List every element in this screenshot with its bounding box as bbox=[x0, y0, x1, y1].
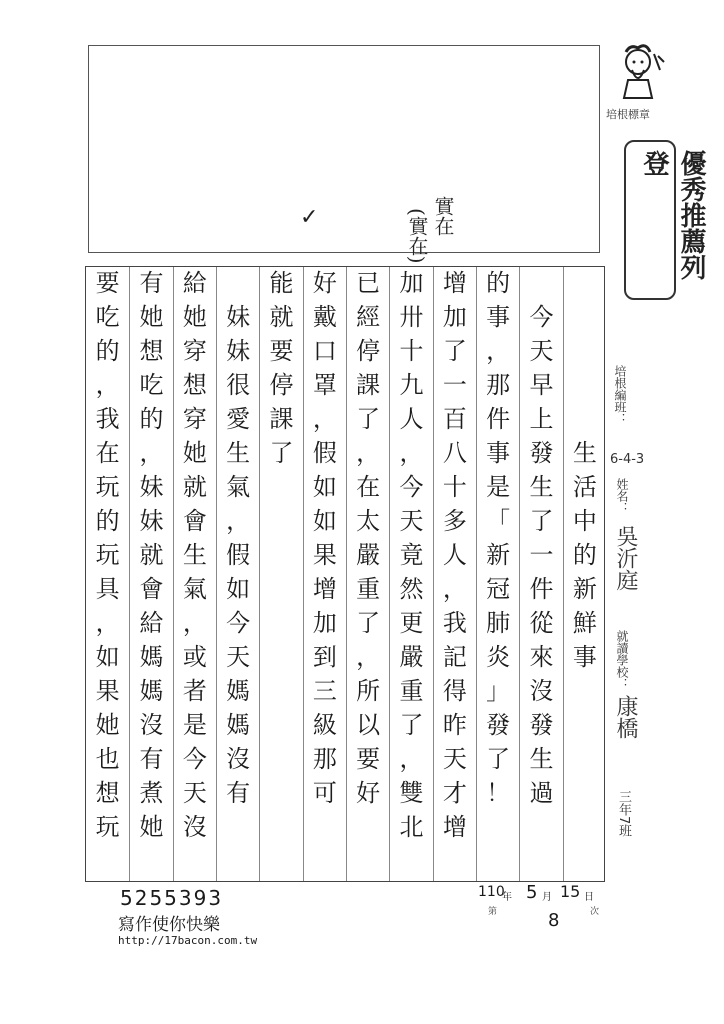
grid-character: 今 bbox=[529, 303, 554, 331]
grid-column bbox=[563, 267, 606, 881]
school-label: 就讀學校： bbox=[615, 630, 629, 690]
seq-unit: 次 bbox=[590, 907, 600, 917]
grid-character: ， bbox=[399, 745, 424, 773]
grid-character: 的 bbox=[572, 541, 597, 569]
grid-character: 活 bbox=[572, 473, 597, 501]
grid-column bbox=[519, 267, 562, 881]
grid-character: 「 bbox=[486, 507, 511, 535]
grid-character: 人 bbox=[442, 541, 467, 569]
grid-character: ， bbox=[399, 439, 424, 467]
grid-character: 炎 bbox=[486, 643, 511, 671]
grid-character: ， bbox=[226, 507, 251, 535]
grid-character: 的 bbox=[95, 337, 120, 365]
date-month: 5 bbox=[526, 882, 538, 903]
grid-character: 如 bbox=[226, 575, 251, 603]
grid-character: 雙 bbox=[399, 779, 424, 807]
grid-column bbox=[303, 267, 346, 881]
grid-character: 北 bbox=[399, 813, 424, 841]
grid-character: 停 bbox=[269, 371, 294, 399]
grid-character: 的 bbox=[486, 269, 511, 297]
grid-character: 媽 bbox=[139, 643, 164, 671]
class-value: 6-4-3 bbox=[610, 452, 645, 467]
grid-character: 她 bbox=[182, 303, 207, 331]
grid-character: 愛 bbox=[226, 405, 251, 433]
grid-character: 就 bbox=[182, 473, 207, 501]
grid-column bbox=[259, 267, 302, 881]
grid-character: 九 bbox=[399, 371, 424, 399]
grid-character: 可 bbox=[312, 779, 337, 807]
grid-character: 好 bbox=[356, 779, 381, 807]
grid-character: 是 bbox=[182, 711, 207, 739]
grid-character: 十 bbox=[399, 337, 424, 365]
grid-character: 了 bbox=[486, 745, 511, 773]
grid-character: 了 bbox=[356, 405, 381, 433]
grid-character: 了 bbox=[269, 439, 294, 467]
grid-character: 玩 bbox=[95, 541, 120, 569]
grid-character: 會 bbox=[182, 507, 207, 535]
grid-column bbox=[86, 267, 129, 881]
grid-character: 卅 bbox=[399, 303, 424, 331]
grid-character: 要 bbox=[95, 269, 120, 297]
grid-character: 沒 bbox=[529, 677, 554, 705]
grid-character: 生 bbox=[529, 473, 554, 501]
school-name: 康橋 bbox=[613, 695, 638, 739]
grid-character: 妹 bbox=[226, 303, 251, 331]
grid-character: 發 bbox=[529, 711, 554, 739]
grid-character: 課 bbox=[269, 405, 294, 433]
grid-character: 以 bbox=[356, 711, 381, 739]
grid-character: 想 bbox=[95, 779, 120, 807]
date-month-unit: 月 bbox=[542, 892, 552, 903]
grid-character: 果 bbox=[95, 677, 120, 705]
grid-character: 事 bbox=[486, 303, 511, 331]
grid-character: 玩 bbox=[95, 473, 120, 501]
grid-character: 了 bbox=[399, 711, 424, 739]
grid-character: 了 bbox=[356, 609, 381, 637]
grid-character: 妹 bbox=[139, 507, 164, 535]
grid-character: 一 bbox=[442, 371, 467, 399]
grid-character: 加 bbox=[399, 269, 424, 297]
grid-character: 新 bbox=[486, 541, 511, 569]
grid-character: 冠 bbox=[486, 575, 511, 603]
grid-character: 的 bbox=[139, 405, 164, 433]
grid-character: 有 bbox=[139, 745, 164, 773]
grade-class: 三年7班 bbox=[616, 790, 631, 838]
grid-character: 沒 bbox=[226, 745, 251, 773]
grid-character: 我 bbox=[95, 405, 120, 433]
grid-character: 就 bbox=[269, 303, 294, 331]
grid-character: ， bbox=[356, 643, 381, 671]
grid-character: 事 bbox=[486, 439, 511, 467]
grid-character: 一 bbox=[529, 541, 554, 569]
teacher-comment-box bbox=[88, 45, 600, 264]
seq-number: 8 bbox=[548, 910, 560, 931]
date-year-unit: 年 bbox=[502, 892, 512, 903]
grid-character: 煮 bbox=[139, 779, 164, 807]
grid-character: 天 bbox=[182, 779, 207, 807]
grid-character: 所 bbox=[356, 677, 381, 705]
grid-character: 有 bbox=[226, 779, 251, 807]
grid-character: 更 bbox=[399, 609, 424, 637]
grid-character: ， bbox=[182, 609, 207, 637]
grid-character: 了 bbox=[529, 507, 554, 535]
grid-character: 加 bbox=[442, 303, 467, 331]
grid-character: 天 bbox=[399, 507, 424, 535]
grid-character: 嚴 bbox=[356, 541, 381, 569]
grid-character: 或 bbox=[182, 643, 207, 671]
grid-character: 者 bbox=[182, 677, 207, 705]
grid-character: 吃 bbox=[139, 371, 164, 399]
teacher-note-line1: 實在 bbox=[431, 196, 455, 236]
grid-character: 過 bbox=[529, 779, 554, 807]
grid-character: 能 bbox=[269, 269, 294, 297]
grid-character: 今 bbox=[182, 745, 207, 773]
grid-character: 如 bbox=[312, 507, 337, 535]
grid-character: 很 bbox=[226, 371, 251, 399]
grid-character: 想 bbox=[139, 337, 164, 365]
grid-character: 會 bbox=[139, 575, 164, 603]
grid-character: 件 bbox=[486, 405, 511, 433]
grid-character: 今 bbox=[399, 473, 424, 501]
grid-character: 想 bbox=[182, 371, 207, 399]
date-year: 110 bbox=[478, 884, 505, 900]
grid-character: 多 bbox=[442, 507, 467, 535]
date-day: 15 bbox=[560, 882, 581, 901]
grid-character: 氣 bbox=[182, 575, 207, 603]
grid-character: 她 bbox=[95, 711, 120, 739]
grid-character: 件 bbox=[529, 575, 554, 603]
grid-character: 好 bbox=[312, 269, 337, 297]
grid-character: 了 bbox=[442, 337, 467, 365]
grid-character: 也 bbox=[95, 745, 120, 773]
grid-character: 那 bbox=[486, 371, 511, 399]
grid-character: ！ bbox=[486, 779, 511, 807]
grid-character: 生 bbox=[572, 439, 597, 467]
grid-character: 妹 bbox=[139, 473, 164, 501]
grid-character: 來 bbox=[529, 643, 554, 671]
grid-character: 今 bbox=[226, 609, 251, 637]
grid-character: 給 bbox=[139, 609, 164, 637]
grid-character: 天 bbox=[529, 337, 554, 365]
grid-character: 在 bbox=[356, 473, 381, 501]
grid-character: 昨 bbox=[442, 711, 467, 739]
grid-character: 人 bbox=[399, 405, 424, 433]
stamp-label: 培根標章 bbox=[606, 108, 650, 121]
grid-character: 妹 bbox=[226, 337, 251, 365]
grid-character: 在 bbox=[95, 439, 120, 467]
grid-character: 假 bbox=[312, 439, 337, 467]
grid-character: 給 bbox=[182, 269, 207, 297]
grid-column bbox=[389, 267, 432, 881]
grid-character: 事 bbox=[572, 643, 597, 671]
grid-character: 有 bbox=[139, 269, 164, 297]
grid-character: 然 bbox=[399, 575, 424, 603]
grid-character: ， bbox=[139, 439, 164, 467]
check-mark-icon: ✓ bbox=[300, 205, 319, 230]
grid-character: 媽 bbox=[226, 677, 251, 705]
grid-column bbox=[433, 267, 476, 881]
writing-grid bbox=[85, 266, 605, 882]
grid-character: 那 bbox=[312, 745, 337, 773]
grid-column bbox=[346, 267, 389, 881]
grid-character: 上 bbox=[529, 405, 554, 433]
grid-character: 從 bbox=[529, 609, 554, 637]
grid-character: 重 bbox=[356, 575, 381, 603]
grid-character: 生 bbox=[529, 745, 554, 773]
grid-character: 三 bbox=[312, 677, 337, 705]
grid-character: 發 bbox=[486, 711, 511, 739]
grid-character: 增 bbox=[312, 575, 337, 603]
grid-character: 媽 bbox=[226, 711, 251, 739]
grid-character: ， bbox=[95, 371, 120, 399]
grid-character: 氣 bbox=[226, 473, 251, 501]
footer-url: http://17bacon.com.tw bbox=[118, 934, 258, 947]
grid-character: ， bbox=[95, 609, 120, 637]
grid-character: 」 bbox=[486, 677, 511, 705]
grid-character: 才 bbox=[442, 779, 467, 807]
grid-column bbox=[173, 267, 216, 881]
grid-character: 重 bbox=[399, 677, 424, 705]
grid-character: 增 bbox=[442, 269, 467, 297]
grid-column bbox=[129, 267, 172, 881]
grid-character: 要 bbox=[269, 337, 294, 365]
grid-character: 媽 bbox=[139, 677, 164, 705]
class-label: 培根編班： bbox=[613, 365, 627, 425]
grid-character: 具 bbox=[95, 575, 120, 603]
teacher-note-line2: (實在) bbox=[405, 208, 429, 264]
grid-character: 如 bbox=[312, 473, 337, 501]
grid-character: 玩 bbox=[95, 813, 120, 841]
grid-character: 竟 bbox=[399, 541, 424, 569]
grid-character: 要 bbox=[356, 745, 381, 773]
grid-character: 她 bbox=[182, 439, 207, 467]
grid-character: ， bbox=[486, 337, 511, 365]
grid-character: 早 bbox=[529, 371, 554, 399]
grid-character: 得 bbox=[442, 677, 467, 705]
grid-character: 新 bbox=[572, 575, 597, 603]
grid-character: 是 bbox=[486, 473, 511, 501]
grid-character: 加 bbox=[312, 609, 337, 637]
grid-character: 假 bbox=[226, 541, 251, 569]
grid-character: 太 bbox=[356, 507, 381, 535]
grid-character: 穿 bbox=[182, 337, 207, 365]
bacon-mascot-icon bbox=[610, 40, 666, 100]
grid-character: 中 bbox=[572, 507, 597, 535]
grid-character: 生 bbox=[226, 439, 251, 467]
recommend-stamp bbox=[624, 140, 706, 300]
footer-slogan: 寫作使你快樂 bbox=[118, 915, 220, 935]
name-label: 姓名： bbox=[615, 478, 629, 514]
grid-character: 她 bbox=[139, 303, 164, 331]
grid-character: 她 bbox=[139, 813, 164, 841]
grid-character: 十 bbox=[442, 473, 467, 501]
grid-character: 課 bbox=[356, 371, 381, 399]
grid-character: 我 bbox=[442, 609, 467, 637]
grid-character: 經 bbox=[356, 303, 381, 331]
grid-character: 鮮 bbox=[572, 609, 597, 637]
grid-character: 如 bbox=[95, 643, 120, 671]
grid-character: 戴 bbox=[312, 303, 337, 331]
grid-character: 果 bbox=[312, 541, 337, 569]
date-day-unit: 日 bbox=[584, 892, 594, 903]
grid-character: 吃 bbox=[95, 303, 120, 331]
grid-character: 就 bbox=[139, 541, 164, 569]
grid-character: 增 bbox=[442, 813, 467, 841]
grid-character: 肺 bbox=[486, 609, 511, 637]
grid-column bbox=[216, 267, 259, 881]
grid-character: 天 bbox=[226, 643, 251, 671]
grid-column bbox=[476, 267, 519, 881]
grid-character: 罩 bbox=[312, 371, 337, 399]
grid-character: 記 bbox=[442, 643, 467, 671]
grid-character: 穿 bbox=[182, 405, 207, 433]
grid-character: ， bbox=[442, 575, 467, 603]
grid-character: 百 bbox=[442, 405, 467, 433]
seq-prefix: 第 bbox=[488, 907, 498, 917]
grid-character: 沒 bbox=[182, 813, 207, 841]
grid-character: 已 bbox=[356, 269, 381, 297]
grid-character: 生 bbox=[182, 541, 207, 569]
grid-character: ， bbox=[356, 439, 381, 467]
grid-character: 嚴 bbox=[399, 643, 424, 671]
grid-character: 的 bbox=[95, 507, 120, 535]
grid-character: 天 bbox=[442, 745, 467, 773]
grid-character: 到 bbox=[312, 643, 337, 671]
grid-character: ， bbox=[312, 405, 337, 433]
grid-character: 沒 bbox=[139, 711, 164, 739]
grid-character: 發 bbox=[529, 439, 554, 467]
grid-character: 級 bbox=[312, 711, 337, 739]
student-name: 吳沂庭 bbox=[613, 525, 638, 591]
recommend-stamp-text: 優秀推薦列登 bbox=[639, 150, 706, 280]
grid-character: 停 bbox=[356, 337, 381, 365]
grid-character: 口 bbox=[312, 337, 337, 365]
footer-number: 5255393 bbox=[120, 886, 224, 910]
grid-character: 八 bbox=[442, 439, 467, 467]
